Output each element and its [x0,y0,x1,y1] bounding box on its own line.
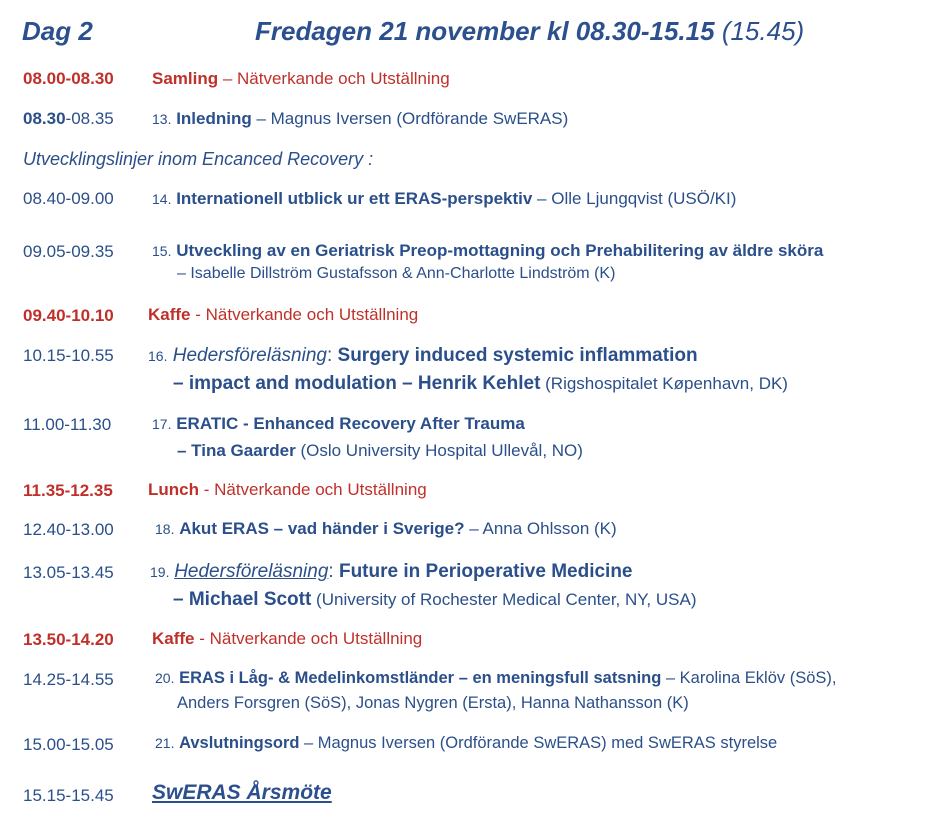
item-rest: – Olle Ljungqvist (USÖ/KI) [532,189,737,208]
speaker-name: – Michael Scott [173,589,312,610]
row-time: 13.05-13.45 [23,563,114,582]
item-number: 14. [152,191,172,207]
item-rest: - Nätverkande och Utställning [199,480,427,499]
row-time: 09.40-10.10 [23,306,114,325]
row-time: 08.40-09.00 [23,189,114,208]
item-title: Internationell utblick ur ett ERAS-perspektiv [176,189,533,208]
item-number: 13. [152,111,172,127]
time-rest: -08.35 [65,109,114,128]
item-title: Future in Perioperative Medicine [338,561,633,582]
item-number: 17. [152,416,172,432]
row-time: 10.15-10.55 [23,346,114,365]
row-time: 14.25-14.55 [23,670,114,689]
time-bold: 08.30 [23,109,66,128]
row-time: 15.00-15.05 [23,735,114,754]
item-speaker [177,441,583,461]
item-number: 21. [155,735,175,751]
agenda-item [155,519,617,539]
row-time: 11.00-11.30 [23,415,112,434]
agenda-item [152,629,422,649]
item-number: 16. [148,348,168,364]
agenda-item [155,669,836,688]
item-title: ERAS i Låg- & Medelinkomstländer – en meningsfull satsning [179,669,662,687]
row-time: 15.15-15.45 [23,786,114,805]
day-label: Dag 2 [22,16,93,46]
item-speaker [173,589,696,611]
item-title: ERATIC - Enhanced Recovery After Trauma [176,414,525,433]
title-main: Fredagen 21 november kl 08.30-15.15 [255,16,715,46]
agenda-item [155,734,777,753]
section-heading: Utvecklingslinjer inom Encanced Recovery : [23,149,374,169]
row-time: 11.35-12.35 [23,481,113,500]
row-time: 09.05-09.35 [23,242,114,261]
item-number: 20. [155,670,175,686]
agenda-item [150,561,633,583]
item-rest: – Anna Ohlsson (K) [464,519,617,538]
item-title: Lunch [148,480,199,499]
agenda-item [152,241,823,261]
speaker-name: – Tina Gaarder [177,441,296,460]
item-colon: : [328,561,339,582]
item-label: Hedersföreläsning [172,345,327,366]
item-title: Utveckling av en Geriatrisk Preop-mottagning och Prehabilitering av äldre sköra [176,241,824,260]
item-title: Samling [152,69,219,88]
item-title: Kaffe [148,305,191,324]
row-time: 08.00-08.30 [23,69,114,88]
item-title: Kaffe [152,629,195,648]
item-speaker [173,373,788,395]
item-title: Avslutningsord [179,734,300,752]
row-time: 13.50-14.20 [23,630,114,649]
agenda-item [148,305,418,325]
agenda-item [148,345,698,367]
item-title: Surgery induced systemic inflammation [337,345,698,366]
annual-meeting-title: SwERAS Årsmöte [152,781,332,804]
item-rest: – Nätverkande och Utställning [218,69,450,88]
title-extra: (15.45) [721,16,805,46]
item-title: Akut ERAS – vad händer i Sverige? [179,519,465,538]
item-rest: - Nätverkande och Utställning [194,629,423,648]
speaker-name: – impact and modulation – Henrik Kehlet [173,373,541,394]
page-title [255,16,804,47]
item-number: 15. [152,243,172,259]
item-rest: – Magnus Iversen (Ordförande SwERAS) [251,109,569,128]
item-speakers: – Isabelle Dillström Gustafsson & Ann-Charlotte Lindström (K) [177,265,616,282]
speaker-affiliation: (Rigshospitalet Køpenhavn, DK) [540,374,788,393]
item-rest: – Magnus Iversen (Ordförande SwERAS) med SwERAS styrelse [299,734,778,752]
agenda-item [152,189,736,209]
item-number: 18. [155,521,175,537]
item-label: Hedersföreläsning [174,561,329,582]
agenda-item [152,109,568,129]
row-time: 12.40-13.00 [23,520,114,539]
row-time [23,109,114,129]
agenda-item [152,69,450,89]
item-rest: – Karolina Eklöv (SöS), [661,669,837,687]
item-title: Inledning [176,109,252,128]
agenda-item [148,480,427,500]
agenda-item [152,414,525,434]
item-speakers: Anders Forsgren (SöS), Jonas Nygren (Ersta), Hanna Nathansson (K) [177,694,689,712]
item-colon: : [326,345,338,366]
item-number: 19. [150,564,170,580]
speaker-affiliation: (Oslo University Hospital Ullevål, NO) [295,441,583,460]
speaker-affiliation: (University of Rochester Medical Center, NY, USA) [311,590,697,609]
item-rest: - Nätverkande och Utställning [190,305,419,324]
